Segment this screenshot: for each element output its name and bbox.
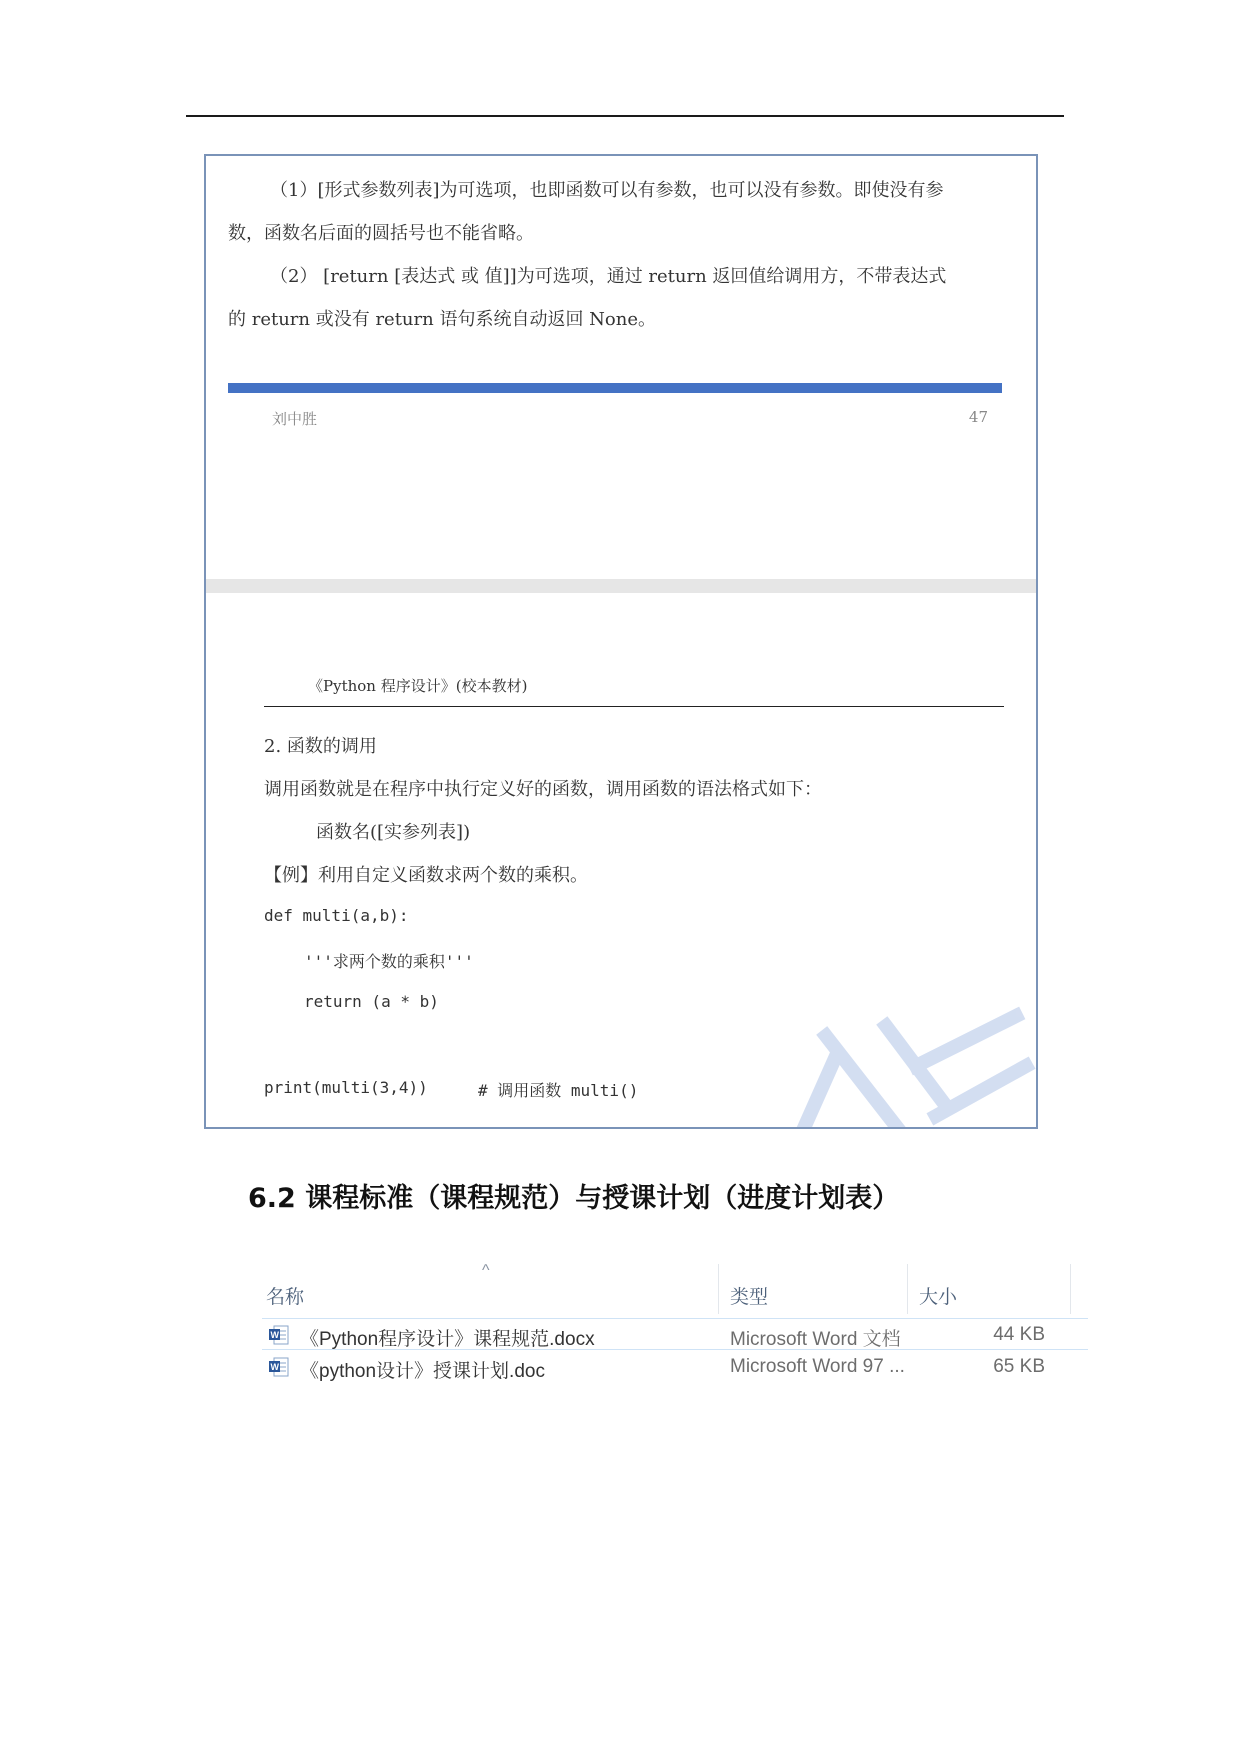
code-docstring-line: '''求两个数的乘积''' [304,952,474,971]
intro-text: 调用函数就是在程序中执行定义好的函数，调用函数的语法格式如下： [264,779,822,800]
column-divider[interactable] [1070,1264,1071,1314]
code-return-line: return (a * b) [304,992,439,1011]
column-divider[interactable] [907,1264,908,1314]
file-type: Microsoft Word 文档 [730,1329,901,1350]
footer-page-number: 47 [968,408,988,426]
file-type: Microsoft Word 97 ... [730,1356,905,1377]
running-header-rule [264,706,1004,707]
word-doc-icon [268,1324,290,1346]
watermark-graphic [766,996,1036,1129]
file-row[interactable] [262,1318,1088,1350]
para2-line1: （2） [return [表达式 或 值]]为可选项，通过 return 返回值给调用方，不带表达式 [270,266,947,287]
code-def-line: def multi(a,b): [264,906,409,925]
example-label: 【例】利用自定义函数求两个数的乘积。 [264,865,588,886]
page-header-rule [186,115,1064,117]
para1-line2: 数，函数名后面的圆括号也不能省略。 [228,223,534,244]
syntax-line: 函数名([实参列表]) [316,822,471,843]
column-header-row [262,1262,1088,1318]
file-row[interactable] [262,1351,1088,1383]
code-print-line: print(multi(3,4)) [264,1078,428,1097]
subsection-title: 2. 函数的调用 [264,736,377,757]
embedded-textbook-screenshot [204,154,1038,1129]
para1-line1: （1）[形式参数列表]为可选项，也即函数可以有参数，也可以没有参数。即使没有参 [270,180,944,201]
code-comment: # 调用函数 multi() [478,1081,639,1100]
running-header: 《Python 程序设计》(校本教材) [308,677,528,695]
file-name: 《python设计》授课计划.doc [300,1361,545,1382]
file-explorer-list [262,1262,1088,1392]
sort-ascending-icon[interactable]: ^ [482,1262,490,1279]
column-header-size[interactable]: 大小 [919,1287,958,1308]
page-separator [206,579,1036,593]
column-header-name[interactable]: 名称 [266,1287,305,1308]
file-size: 65 KB [993,1356,1045,1377]
file-name: 《Python程序设计》课程规范.docx [300,1329,595,1350]
para2-line2: 的 return 或没有 return 语句系统自动返回 None。 [228,309,656,330]
svg-text:W: W [270,1330,279,1340]
file-size: 44 KB [993,1324,1045,1345]
column-header-type[interactable]: 类型 [730,1287,769,1308]
word-doc-icon [268,1356,290,1378]
svg-text:W: W [270,1362,279,1372]
section-heading: 6.2 课程标准（课程规范）与授课计划（进度计划表） [248,1183,900,1214]
footer-author: 刘中胜 [272,410,318,428]
column-divider[interactable] [718,1264,719,1314]
footer-accent-bar [228,383,1002,393]
